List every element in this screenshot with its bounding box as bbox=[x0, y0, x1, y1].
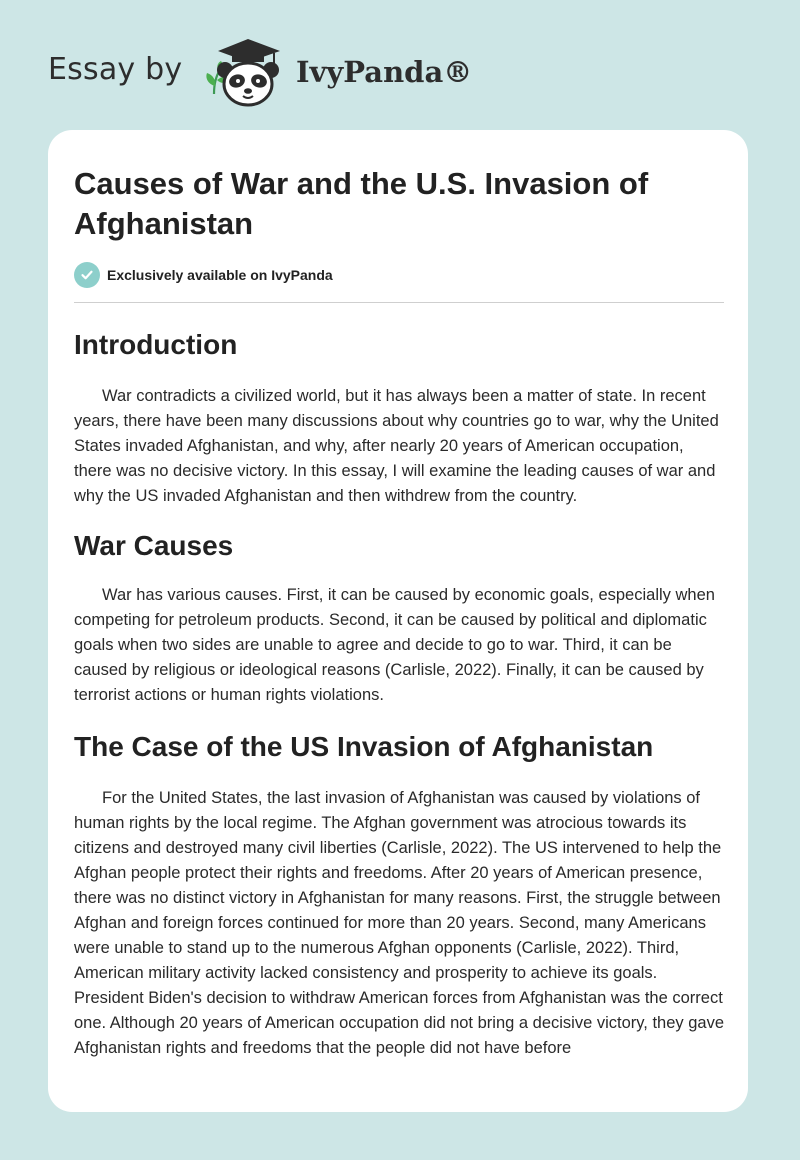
section-paragraph: For the United States, the last invasion of Afghanistan was caused by violations of human rights by the local regime. The Afghan government was atrocious towards its citizens and destroyed many civil liberties (Carlisle, 2022). The US intervened to help the Afghan people protect their rights and freedoms. After 20 years of American presence, there was no distinct victory in Afghanistan for many reasons. First, the struggle between Afghan and foreign forces continued for more than 20 years. Second, many Americans were unable to stand up to the numerous Afghan opponents (Carlisle, 2022). Third, American military activity lacked consistency and prosperity to achieve its goals. President Biden's decision to withdraw American forces from Afghanistan was the correct one. Although 20 years of American occupation did not bring a decisive victory, they gave Afghanistan rights and freedoms that the people did not have before bbox=[74, 789, 725, 1057]
section-introduction bbox=[74, 328, 724, 509]
section-heading: War Causes bbox=[74, 530, 234, 561]
essay-by-label: Essay by bbox=[48, 52, 183, 87]
title-divider bbox=[74, 302, 724, 303]
exclusive-badge-text: Exclusively available on IvyPanda bbox=[107, 267, 333, 283]
essay-title: Causes of War and the U.S. Invasion of Afghanistan bbox=[74, 166, 649, 241]
section-us-invasion bbox=[74, 730, 724, 1061]
check-circle-icon bbox=[74, 262, 100, 288]
brand-name[interactable]: IvyPanda® bbox=[296, 55, 473, 89]
section-paragraph: War has various causes. First, it can be caused by economic goals, especially when competing for petroleum products. Second, it can be caused by political and diplomatic goals when two sides are unable to agree and decide to go to war. Third, it can be caused by religious or ideological reasons (Carlisle, 2022). Finally, it can be caused by terrorist actions or human rights violations. bbox=[74, 586, 715, 704]
section-heading: Introduction bbox=[74, 329, 238, 360]
site-header bbox=[0, 0, 800, 130]
essay-card bbox=[48, 130, 748, 1112]
exclusive-badge bbox=[74, 262, 724, 288]
section-heading: The Case of the US Invasion of Afghanistan bbox=[74, 731, 654, 762]
section-war-causes bbox=[74, 529, 724, 708]
panda-graduate-icon[interactable] bbox=[198, 36, 294, 108]
section-paragraph: War contradicts a civilized world, but it has always been a matter of state. In recent years, there have been many discussions about why countries go to war, why the United States invaded Afghanistan, and why, after nearly 20 years of American occupation, there was no decisive victory. In this essay, I will examine the leading causes of war and why the US invaded Afghanistan and then withdrew from the country. bbox=[74, 387, 719, 505]
essay-content bbox=[74, 164, 724, 1061]
